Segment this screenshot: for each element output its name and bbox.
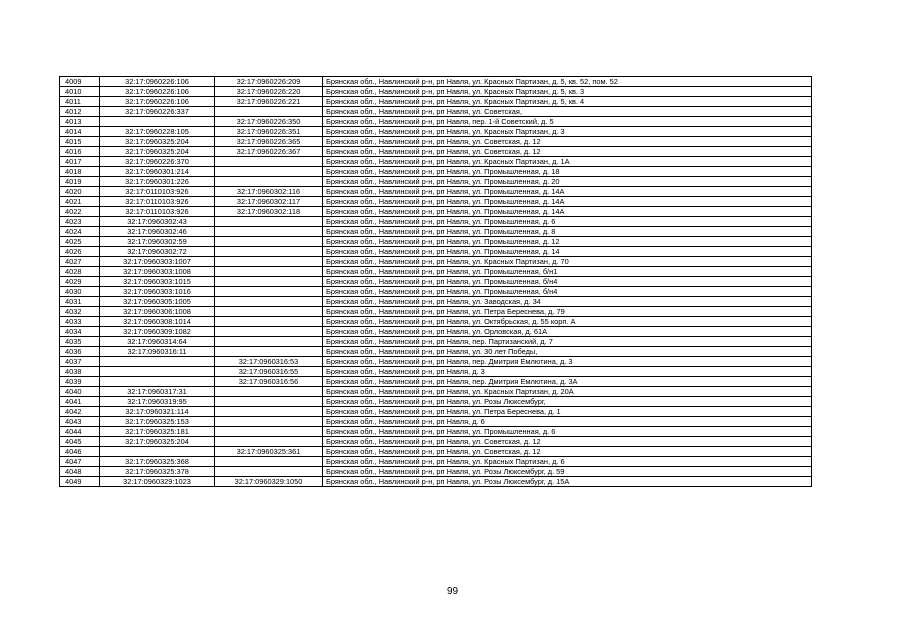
address-cell: Брянская обл., Навлинский р-н, рп Навля, ул. Заводская, д. 34	[323, 297, 812, 307]
table-row	[60, 347, 812, 357]
row-number-cell: 4045	[60, 437, 100, 447]
linked-cadastral-number-cell	[215, 317, 323, 327]
table-row	[60, 337, 812, 347]
address-cell: Брянская обл., Навлинский р-н, рп Навля, пер. Дмитрия Емлютина, д. 3А	[323, 377, 812, 387]
cadastral-number-cell: 32:17:0960301:226	[100, 177, 215, 187]
row-number-cell: 4025	[60, 237, 100, 247]
cadastral-number-cell: 32:17:0960226:106	[100, 97, 215, 107]
address-cell: Брянская обл., Навлинский р-н, рп Навля, ул. Промышленная, б/н4	[323, 277, 812, 287]
table-row	[60, 477, 812, 487]
row-number-cell: 4049	[60, 477, 100, 487]
linked-cadastral-number-cell	[215, 307, 323, 317]
table-body	[60, 77, 812, 487]
cadastral-number-cell: 32:17:0960325:204	[100, 147, 215, 157]
row-number-cell: 4046	[60, 447, 100, 457]
cadastral-number-cell: 32:17:0960303:1015	[100, 277, 215, 287]
cadastral-number-cell: 32:17:0960228:105	[100, 127, 215, 137]
cadastral-number-cell	[100, 377, 215, 387]
row-number-cell: 4034	[60, 327, 100, 337]
linked-cadastral-number-cell	[215, 247, 323, 257]
linked-cadastral-number-cell: 32:17:0960226:209	[215, 77, 323, 87]
row-number-cell: 4030	[60, 287, 100, 297]
linked-cadastral-number-cell: 32:17:0960302:118	[215, 207, 323, 217]
table-row	[60, 457, 812, 467]
row-number-cell: 4020	[60, 187, 100, 197]
table-row	[60, 357, 812, 367]
cadastral-number-cell: 32:17:0960325:368	[100, 457, 215, 467]
table-row	[60, 287, 812, 297]
cadastral-number-cell: 32:17:0110103:926	[100, 207, 215, 217]
table-row	[60, 137, 812, 147]
address-cell: Брянская обл., Навлинский р-н, рп Навля, ул. Промышленная, д. 20	[323, 177, 812, 187]
row-number-cell: 4009	[60, 77, 100, 87]
row-number-cell: 4031	[60, 297, 100, 307]
address-cell: Брянская обл., Навлинский р-н, рп Навля, пер. 1-й Советский, д. 5	[323, 117, 812, 127]
table-row	[60, 127, 812, 137]
address-cell: Брянская обл., Навлинский р-н, рп Навля, пер. Дмитрия Емлютина, д. 3	[323, 357, 812, 367]
row-number-cell: 4041	[60, 397, 100, 407]
cadastral-number-cell: 32:17:0960302:59	[100, 237, 215, 247]
row-number-cell: 4011	[60, 97, 100, 107]
row-number-cell: 4047	[60, 457, 100, 467]
cadastral-number-cell: 32:17:0960302:43	[100, 217, 215, 227]
linked-cadastral-number-cell	[215, 157, 323, 167]
linked-cadastral-number-cell	[215, 107, 323, 117]
table-row	[60, 367, 812, 377]
linked-cadastral-number-cell	[215, 227, 323, 237]
linked-cadastral-number-cell	[215, 397, 323, 407]
row-number-cell: 4024	[60, 227, 100, 237]
row-number-cell: 4038	[60, 367, 100, 377]
table-row	[60, 257, 812, 267]
table-row	[60, 297, 812, 307]
table-row	[60, 307, 812, 317]
table-row	[60, 217, 812, 227]
table-row	[60, 327, 812, 337]
address-cell: Брянская обл., Навлинский р-н, рп Навля, ул. Советская, д. 12	[323, 447, 812, 457]
row-number-cell: 4044	[60, 427, 100, 437]
table-row	[60, 417, 812, 427]
address-cell: Брянская обл., Навлинский р-н, рп Навля, ул. Промышленная, д. 6	[323, 217, 812, 227]
row-number-cell: 4023	[60, 217, 100, 227]
row-number-cell: 4033	[60, 317, 100, 327]
row-number-cell: 4029	[60, 277, 100, 287]
linked-cadastral-number-cell	[215, 457, 323, 467]
row-number-cell: 4015	[60, 137, 100, 147]
cadastral-number-cell: 32:17:0960303:1008	[100, 267, 215, 277]
address-cell: Брянская обл., Навлинский р-н, рп Навля, ул. Розы Люксембург,	[323, 397, 812, 407]
address-cell: Брянская обл., Навлинский р-н, рп Навля, ул. Промышленная, д. 14	[323, 247, 812, 257]
row-number-cell: 4019	[60, 177, 100, 187]
linked-cadastral-number-cell	[215, 407, 323, 417]
address-cell: Брянская обл., Навлинский р-н, рп Навля, ул. Промышленная, д. 18	[323, 167, 812, 177]
linked-cadastral-number-cell	[215, 287, 323, 297]
table-row	[60, 177, 812, 187]
address-cell: Брянская обл., Навлинский р-н, рп Навля, ул. Промышленная, д. 12	[323, 237, 812, 247]
table-row	[60, 197, 812, 207]
cadastral-number-cell: 32:17:0960317:31	[100, 387, 215, 397]
linked-cadastral-number-cell: 32:17:0960325:361	[215, 447, 323, 457]
table-row	[60, 237, 812, 247]
linked-cadastral-number-cell: 32:17:0960226:350	[215, 117, 323, 127]
cadastral-number-cell	[100, 117, 215, 127]
table-row	[60, 107, 812, 117]
address-cell: Брянская обл., Навлинский р-н, рп Навля, ул. 30 лет Победы,	[323, 347, 812, 357]
cadastral-number-cell: 32:17:0960226:106	[100, 87, 215, 97]
cadastral-number-cell: 32:17:0960302:46	[100, 227, 215, 237]
linked-cadastral-number-cell	[215, 277, 323, 287]
row-number-cell: 4048	[60, 467, 100, 477]
address-cell: Брянская обл., Навлинский р-н, рп Навля, ул. Красных Партизан, д. 70	[323, 257, 812, 267]
cadastral-number-cell: 32:17:0960303:1016	[100, 287, 215, 297]
table-row	[60, 117, 812, 127]
address-cell: Брянская обл., Навлинский р-н, рп Навля, ул. Промышленная, б/н4	[323, 287, 812, 297]
cadastral-number-cell: 32:17:0960325:378	[100, 467, 215, 477]
cadastral-number-cell: 32:17:0960306:1008	[100, 307, 215, 317]
address-cell: Брянская обл., Навлинский р-н, рп Навля, ул. Петра Береснева, д. 79	[323, 307, 812, 317]
cadastral-number-cell: 32:17:0960314:64	[100, 337, 215, 347]
row-number-cell: 4039	[60, 377, 100, 387]
cadastral-number-cell: 32:17:0960316:11	[100, 347, 215, 357]
linked-cadastral-number-cell	[215, 467, 323, 477]
cadastral-number-cell: 32:17:0960319:95	[100, 397, 215, 407]
table-row	[60, 377, 812, 387]
cadastral-number-cell: 32:17:0960325:153	[100, 417, 215, 427]
address-cell: Брянская обл., Навлинский р-н, рп Навля, ул. Промышленная, д. 14А	[323, 197, 812, 207]
address-cell: Брянская обл., Навлинский р-н, рп Навля, ул. Красных Партизан, д. 20А	[323, 387, 812, 397]
table-row	[60, 97, 812, 107]
row-number-cell: 4032	[60, 307, 100, 317]
table-row	[60, 247, 812, 257]
linked-cadastral-number-cell	[215, 237, 323, 247]
address-cell: Брянская обл., Навлинский р-н, рп Навля, ул. Октябрьская, д. 55 корп. А	[323, 317, 812, 327]
cadastral-number-cell: 32:17:0110103:926	[100, 187, 215, 197]
linked-cadastral-number-cell: 32:17:0960302:116	[215, 187, 323, 197]
cadastral-number-cell: 32:17:0960305:1005	[100, 297, 215, 307]
linked-cadastral-number-cell	[215, 167, 323, 177]
row-number-cell: 4013	[60, 117, 100, 127]
linked-cadastral-number-cell	[215, 387, 323, 397]
cadastral-number-cell: 32:17:0960308:1014	[100, 317, 215, 327]
table-row	[60, 87, 812, 97]
table-row	[60, 447, 812, 457]
table-row	[60, 427, 812, 437]
cadastral-number-cell: 32:17:0960303:1007	[100, 257, 215, 267]
table-row	[60, 387, 812, 397]
row-number-cell: 4028	[60, 267, 100, 277]
table-row	[60, 157, 812, 167]
address-cell: Брянская обл., Навлинский р-н, рп Навля, ул. Промышленная, д. 8	[323, 227, 812, 237]
table-row	[60, 437, 812, 447]
cadastral-number-cell: 32:17:0110103:926	[100, 197, 215, 207]
row-number-cell: 4042	[60, 407, 100, 417]
linked-cadastral-number-cell: 32:17:0960226:221	[215, 97, 323, 107]
row-number-cell: 4017	[60, 157, 100, 167]
linked-cadastral-number-cell	[215, 427, 323, 437]
linked-cadastral-number-cell: 32:17:0960226:365	[215, 137, 323, 147]
row-number-cell: 4010	[60, 87, 100, 97]
linked-cadastral-number-cell: 32:17:0960302:117	[215, 197, 323, 207]
address-cell: Брянская обл., Навлинский р-н, рп Навля, ул. Промышленная, б/н1	[323, 267, 812, 277]
table-row	[60, 227, 812, 237]
linked-cadastral-number-cell	[215, 327, 323, 337]
row-number-cell: 4014	[60, 127, 100, 137]
cadastral-number-cell: 32:17:0960301:214	[100, 167, 215, 177]
table-row	[60, 267, 812, 277]
linked-cadastral-number-cell	[215, 257, 323, 267]
cadastral-number-cell: 32:17:0960226:337	[100, 107, 215, 117]
table-row	[60, 467, 812, 477]
linked-cadastral-number-cell: 32:17:0960226:351	[215, 127, 323, 137]
address-cell: Брянская обл., Навлинский р-н, рп Навля, ул. Промышленная, д. 14А	[323, 207, 812, 217]
linked-cadastral-number-cell	[215, 267, 323, 277]
row-number-cell: 4021	[60, 197, 100, 207]
table-row	[60, 397, 812, 407]
address-cell: Брянская обл., Навлинский р-н, рп Навля, ул. Советская, д. 12	[323, 137, 812, 147]
table-row	[60, 207, 812, 217]
table-row	[60, 187, 812, 197]
cadastral-number-cell	[100, 367, 215, 377]
row-number-cell: 4018	[60, 167, 100, 177]
linked-cadastral-number-cell	[215, 437, 323, 447]
cadastral-number-cell: 32:17:0960226:370	[100, 157, 215, 167]
table-row	[60, 77, 812, 87]
address-cell: Брянская обл., Навлинский р-н, рп Навля, ул. Красных Партизан, д. 5, кв. 4	[323, 97, 812, 107]
cadastral-number-cell: 32:17:0960325:181	[100, 427, 215, 437]
table-row	[60, 407, 812, 417]
address-cell: Брянская обл., Навлинский р-н, рп Навля, ул. Промышленная, д. 6	[323, 427, 812, 437]
row-number-cell: 4043	[60, 417, 100, 427]
table-row	[60, 167, 812, 177]
linked-cadastral-number-cell	[215, 417, 323, 427]
row-number-cell: 4040	[60, 387, 100, 397]
row-number-cell: 4012	[60, 107, 100, 117]
table-row	[60, 147, 812, 157]
address-cell: Брянская обл., Навлинский р-н, рп Навля, ул. Розы Люксембург, д. 15А	[323, 477, 812, 487]
address-cell: Брянская обл., Навлинский р-н, рп Навля, ул. Промышленная, д. 14А	[323, 187, 812, 197]
address-cell: Брянская обл., Навлинский р-н, рп Навля, ул. Советская,	[323, 107, 812, 117]
cadastral-number-cell: 32:17:0960329:1023	[100, 477, 215, 487]
address-cell: Брянская обл., Навлинский р-н, рп Навля, ул. Красных Партизан, д. 5, кв. 3	[323, 87, 812, 97]
row-number-cell: 4036	[60, 347, 100, 357]
cadastral-number-cell: 32:17:0960325:204	[100, 437, 215, 447]
address-cell: Брянская обл., Навлинский р-н, рп Навля, ул. Красных Партизан, д. 3	[323, 127, 812, 137]
address-cell: Брянская обл., Навлинский р-н, рп Навля, ул. Советская, д. 12	[323, 147, 812, 157]
linked-cadastral-number-cell	[215, 337, 323, 347]
address-cell: Брянская обл., Навлинский р-н, рп Навля, ул. Розы Люксембург, д. 59	[323, 467, 812, 477]
cadastral-number-cell: 32:17:0960325:204	[100, 137, 215, 147]
address-cell: Брянская обл., Навлинский р-н, рп Навля, д. 3	[323, 367, 812, 377]
table-row	[60, 317, 812, 327]
linked-cadastral-number-cell: 32:17:0960329:1050	[215, 477, 323, 487]
address-cell: Брянская обл., Навлинский р-н, рп Навля, ул. Красных Партизан, д. 6	[323, 457, 812, 467]
cadastral-number-cell: 32:17:0960226:106	[100, 77, 215, 87]
address-cell: Брянская обл., Навлинский р-н, рп Навля, ул. Орловская, д. 61А	[323, 327, 812, 337]
linked-cadastral-number-cell: 32:17:0960226:367	[215, 147, 323, 157]
linked-cadastral-number-cell: 32:17:0960316:56	[215, 377, 323, 387]
linked-cadastral-number-cell	[215, 217, 323, 227]
row-number-cell: 4022	[60, 207, 100, 217]
row-number-cell: 4037	[60, 357, 100, 367]
linked-cadastral-number-cell: 32:17:0960316:55	[215, 367, 323, 377]
row-number-cell: 4035	[60, 337, 100, 347]
cadastral-number-cell: 32:17:0960302:72	[100, 247, 215, 257]
cadastral-number-cell	[100, 357, 215, 367]
linked-cadastral-number-cell: 32:17:0960316:53	[215, 357, 323, 367]
row-number-cell: 4026	[60, 247, 100, 257]
linked-cadastral-number-cell	[215, 297, 323, 307]
address-cell: Брянская обл., Навлинский р-н, рп Навля, ул. Петра Береснева, д. 1	[323, 407, 812, 417]
cadastral-number-cell: 32:17:0960309:1082	[100, 327, 215, 337]
linked-cadastral-number-cell	[215, 177, 323, 187]
address-cell: Брянская обл., Навлинский р-н, рп Навля, пер. Партизанский, д. 7	[323, 337, 812, 347]
address-cell: Брянская обл., Навлинский р-н, рп Навля, ул. Красных Партизан, д. 1А	[323, 157, 812, 167]
page-number: 99	[446, 586, 459, 597]
row-number-cell: 4016	[60, 147, 100, 157]
address-cell: Брянская обл., Навлинский р-н, рп Навля, ул. Красных Партизан, д. 5, кв. 52, пом. 52	[323, 77, 812, 87]
cadastral-number-cell: 32:17:0960321:114	[100, 407, 215, 417]
cadastral-table	[59, 76, 812, 487]
linked-cadastral-number-cell: 32:17:0960226:220	[215, 87, 323, 97]
row-number-cell: 4027	[60, 257, 100, 267]
address-cell: Брянская обл., Навлинский р-н, рп Навля, ул. Советская, д. 12	[323, 437, 812, 447]
address-cell: Брянская обл., Навлинский р-н, рп Навля, д. 6	[323, 417, 812, 427]
table-row	[60, 277, 812, 287]
cadastral-number-cell	[100, 447, 215, 457]
linked-cadastral-number-cell	[215, 347, 323, 357]
